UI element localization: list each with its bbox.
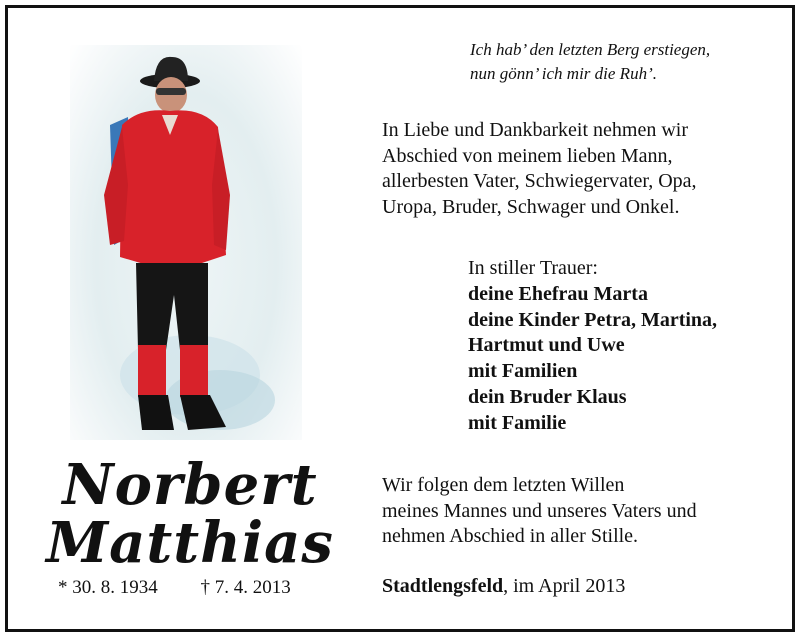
- mourner-line: deine Ehefrau Marta: [468, 282, 648, 305]
- text-line: Uropa, Bruder, Schwager und Onkel.: [382, 195, 680, 218]
- mourner-line: mit Familien: [468, 360, 578, 383]
- text-line: allerbesten Vater, Schwiegervater, Opa,: [382, 170, 697, 192]
- last-wish-text: [382, 473, 782, 550]
- deceased-first-name: Norbert: [62, 452, 318, 518]
- death-date: † 7. 4. 2013: [200, 577, 291, 598]
- mourners-heading: In stiller Trauer:: [468, 257, 598, 279]
- mourner-line: deine Kinder Petra, Martina,: [468, 308, 718, 331]
- life-dates: [58, 577, 291, 599]
- text-line: Abschied von meinem lieben Mann,: [382, 144, 673, 167]
- text-line: meines Mannes und unseres Vaters und: [382, 499, 697, 522]
- place-name: Stadtlengsfeld: [382, 575, 504, 597]
- mourner-line: Hartmut und Uwe: [468, 334, 625, 357]
- text-line: nehmen Abschied in aller Stille.: [382, 525, 639, 547]
- quote-line: nun gönn’ ich mir die Ruh’.: [470, 64, 657, 83]
- farewell-text: [382, 118, 782, 220]
- text-line: In Liebe und Dankbarkeit nehmen wir: [382, 119, 689, 141]
- notice-date: , im April 2013: [503, 575, 626, 597]
- portrait-photo: [70, 45, 302, 440]
- deceased-last-name: Matthias: [46, 510, 334, 576]
- mourner-line: mit Familie: [468, 411, 567, 434]
- quote-line: Ich hab’ den letzten Berg erstiegen,: [470, 40, 711, 59]
- birth-date: * 30. 8. 1934: [58, 577, 158, 598]
- text-line: Wir folgen dem letzten Willen: [382, 474, 625, 496]
- mourners-list: [468, 256, 788, 437]
- mourner-line: dein Bruder Klaus: [468, 385, 627, 408]
- place-and-date: [382, 575, 625, 598]
- memorial-quote: [470, 38, 770, 86]
